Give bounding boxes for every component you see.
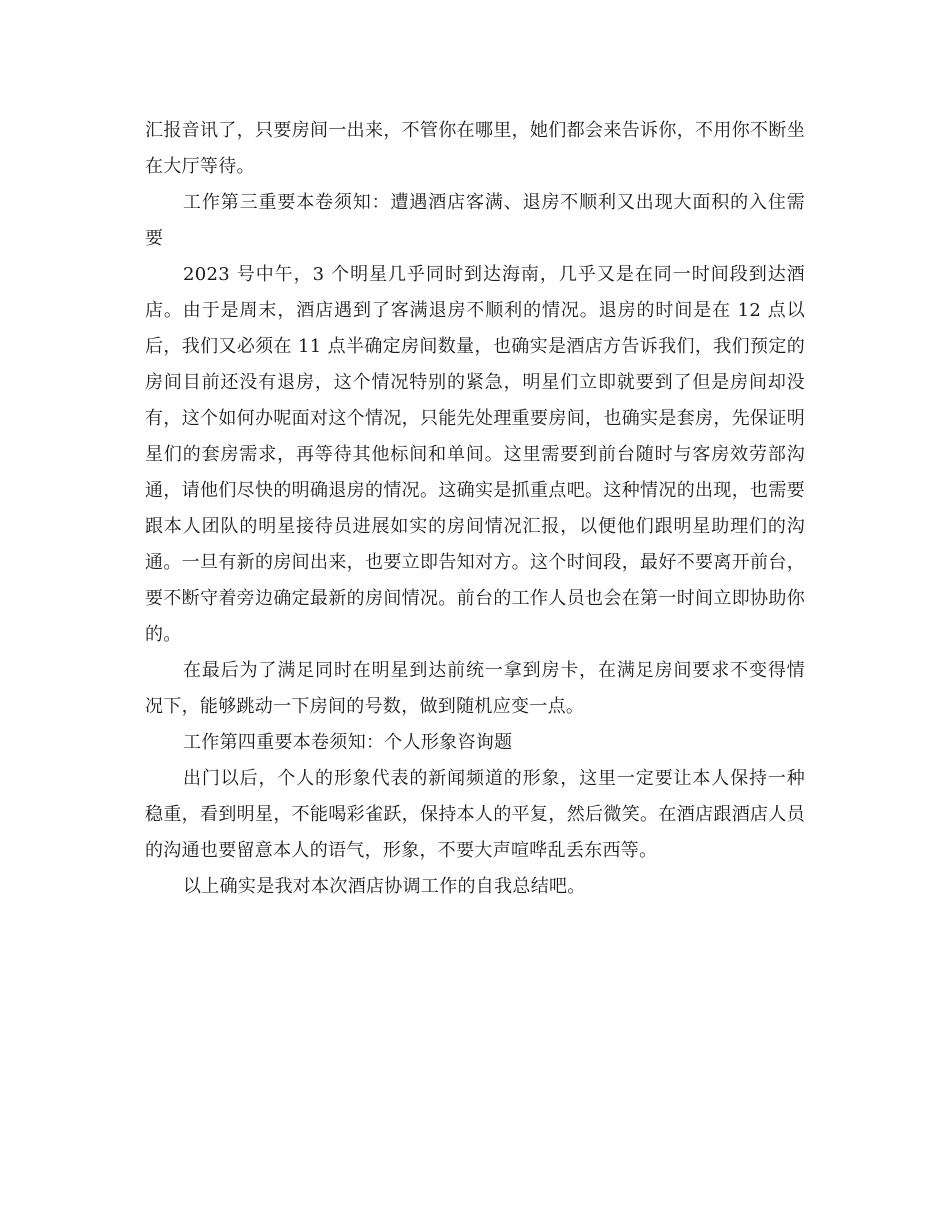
paragraph-continuation: 汇报音讯了，只要房间一出来，不管你在哪里，她们都会来告诉你，不用你不断坐在大厅等待。 <box>145 120 805 177</box>
paragraph-conclusion: 以上确实是我对本次酒店协调工作的自我总结吧。 <box>183 876 586 897</box>
paragraph-room-cards: 在最后为了满足同时在明星到达前统一拿到房卡，在满足房间要求不变得情况下，能够跳动一下房间的号数，做到随机应变一点。 <box>145 660 805 717</box>
paragraph-personal-image: 出门以后，个人的形象代表的新闻频道的形象，这里一定要让本人保持一种稳重，看到明星，不能喝彩雀跃，保持本人的平复，然后微笑。在酒店跟酒店人员的沟通也要留意本人的语气，形象，不要大声喧哗乱丢东西等。 <box>145 768 805 861</box>
section-heading-4: 工作第四重要本卷须知：个人形象咨询题 <box>183 732 513 753</box>
section-heading-3: 工作第三重要本卷须知：遭遇酒店客满、退房不顺利又出现大面积的入住需要 <box>145 192 805 249</box>
document-body <box>145 113 805 905</box>
paragraph-checkout-situation: 2023 号中午，3 个明星几乎同时到达海南，几乎又是在同一时间段到达酒店。由于是周末，酒店遇到了客满退房不顺利的情况。退房的时间是在 12 点以后，我们又必须在 11 点半确定房间数量，也确实是酒店方告诉我们，我们预定的房间目前还没有退房，这个情况特别的紧急，明星们立即就要到了但是房间却没有，这个如何办呢面对这个情况，只能先处理重要房间，也确实是套房，先保证明星们的套房需求，再等待其他标间和单间。这里需要到前台随时与客房效劳部沟通，请他们尽快的明确退房的情况。这确实是抓重点吧。这种情况的出现，也需要跟本人团队的明星接待员进展如实的房间情况汇报，以便他们跟明星助理们的沟通。一旦有新的房间出来，也要立即告知对方。这个时间段，最好不要离开前台，要不断守着旁边确定最新的房间情况。前台的工作人员也会在第一时间立即协助你的。 <box>145 264 805 645</box>
